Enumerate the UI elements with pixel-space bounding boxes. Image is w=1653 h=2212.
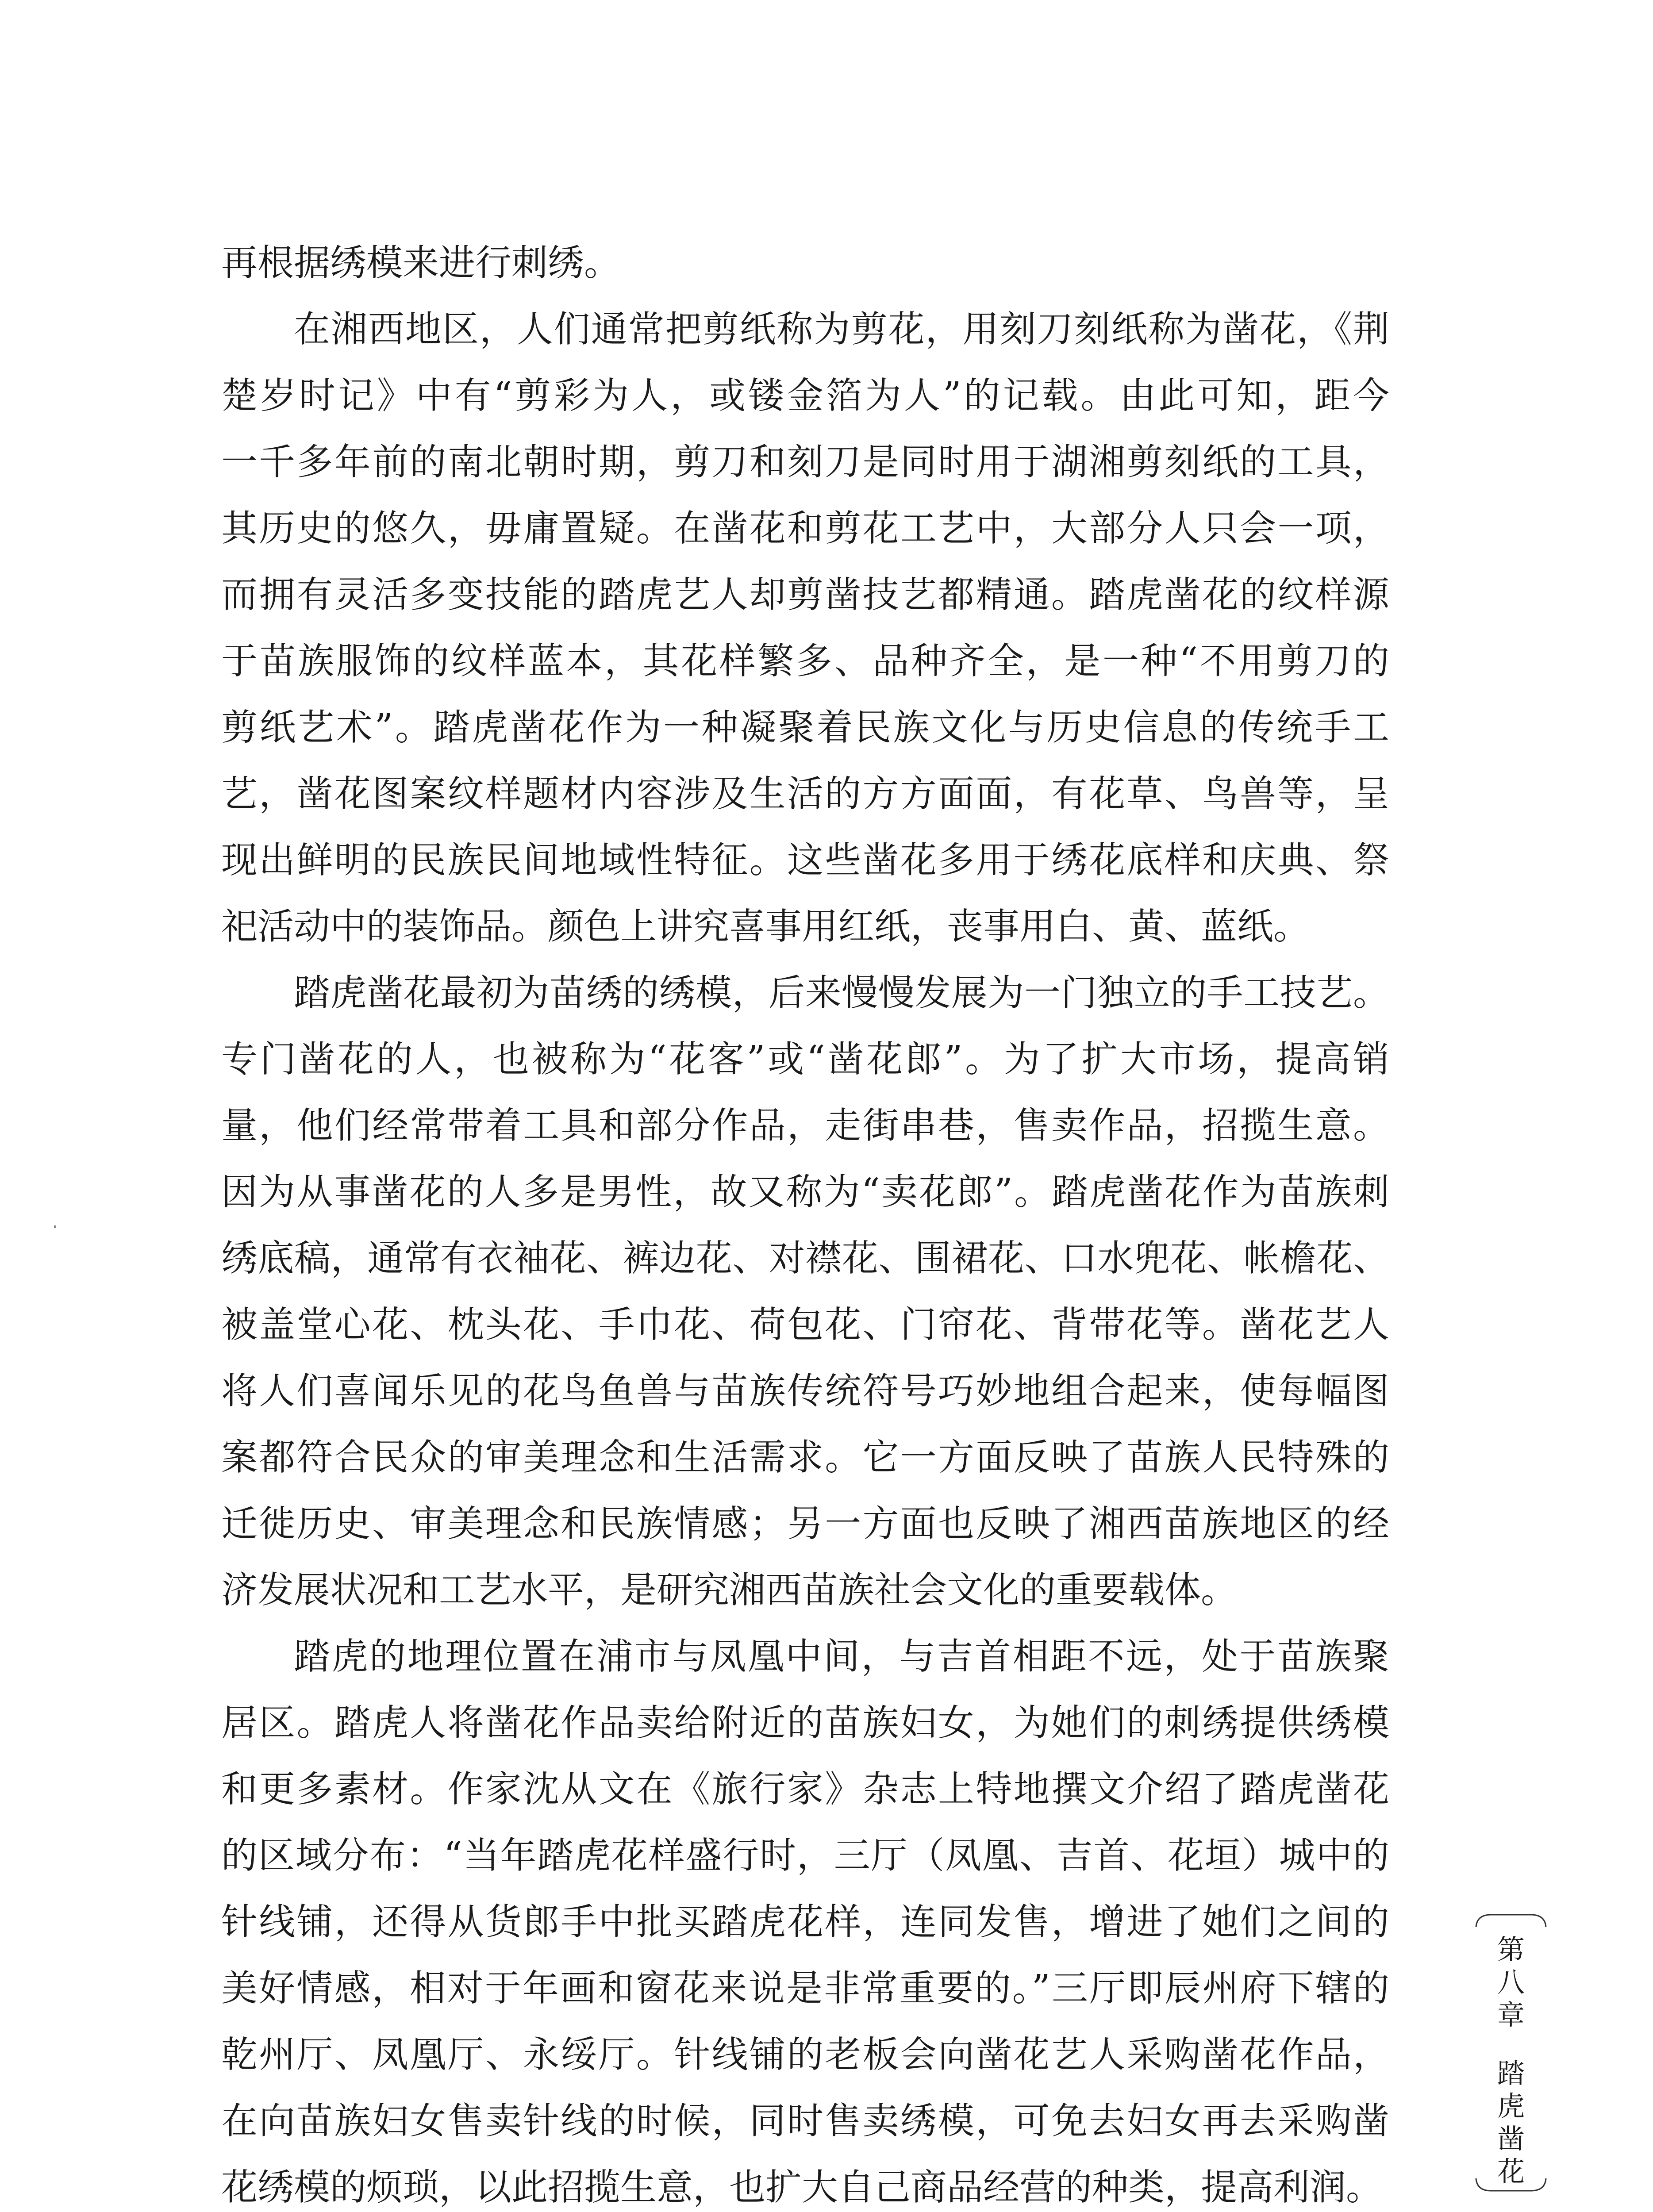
text-line: 花绣模的烦琐，以此招揽生意，也扩大自己商品经营的种类，提高利润。 bbox=[221, 2166, 1383, 2208]
text-line: 现出鲜明的民族民间地域性特征。这些凿花多用于绣花底样和庆典、祭 bbox=[221, 839, 1389, 881]
text-line: 济发展状况和工艺水平，是研究湘西苗族社会文化的重要载体。 bbox=[221, 1569, 1238, 1611]
chapter-title: 踏虎凿花 bbox=[1497, 2057, 1525, 2188]
text-line: 一千多年前的南北朝时期，剪刀和刻刀是同时用于湖湘剪刻纸的工具， bbox=[221, 441, 1389, 483]
scan-speck bbox=[54, 1225, 56, 1228]
text-line: 在湘西地区，人们通常把剪纸称为剪花，用刻刀刻纸称为凿花，《荆 bbox=[294, 308, 1389, 350]
text-line: 艺，凿花图案纹样题材内容涉及生活的方方面面，有花草、鸟兽等，呈 bbox=[221, 773, 1389, 815]
bracket-top-icon bbox=[1473, 1911, 1549, 1929]
text-line: 剪纸艺术”。踏虎凿花作为一种凝聚着民族文化与历史信息的传统手工 bbox=[221, 707, 1389, 749]
text-line: 针线铺，还得从货郎手中批买踏虎花样，连同发售，增进了她们之间的 bbox=[221, 1901, 1389, 1943]
text-line: 再根据绣模来进行刺绣。 bbox=[221, 242, 621, 284]
text-line: 其历史的悠久，毋庸置疑。在凿花和剪花工艺中，大部分人只会一项， bbox=[221, 507, 1389, 549]
text-line: 楚岁时记》中有“剪彩为人，或镂金箔为人”的记载。由此可知，距今 bbox=[221, 375, 1389, 417]
text-line: 踏虎的地理位置在浦市与凤凰中间，与吉首相距不远，处于苗族聚 bbox=[294, 1636, 1389, 1678]
text-line: 于苗族服饰的纹样蓝本，其花样繁多、品种齐全，是一种“不用剪刀的 bbox=[221, 640, 1389, 682]
text-line: 祀活动中的装饰品。颜色上讲究喜事用红纸，丧事用白、黄、蓝纸。 bbox=[221, 906, 1310, 948]
text-line: 绣底稿，通常有衣袖花、裤边花、对襟花、围裙花、口水兜花、帐檐花、 bbox=[221, 1237, 1389, 1279]
text-line: 踏虎凿花最初为苗绣的绣模，后来慢慢发展为一门独立的手工技艺。 bbox=[294, 972, 1389, 1014]
text-line: 因为从事凿花的人多是男性，故又称为“卖花郎”。踏虎凿花作为苗族刺 bbox=[221, 1171, 1389, 1213]
text-line: 居区。踏虎人将凿花作品卖给附近的苗族妇女，为她们的刺绣提供绣模 bbox=[221, 1702, 1389, 1744]
text-line: 美好情感，相对于年画和窗花来说是非常重要的。”三厅即辰州府下辖的 bbox=[221, 1967, 1389, 2009]
body-text bbox=[221, 230, 1389, 2212]
text-line: 案都符合民众的审美理念和生活需求。它一方面反映了苗族人民特殊的 bbox=[221, 1436, 1389, 1479]
text-line: 量，他们经常带着工具和部分作品，走街串巷，售卖作品，招揽生意。 bbox=[221, 1105, 1389, 1147]
text-line: 而拥有灵活多变技能的踏虎艺人却剪凿技艺都精通。踏虎凿花的纹样源 bbox=[221, 574, 1389, 616]
text-line: 在向苗族妇女售卖针线的时候，同时售卖绣模，可免去妇女再去采购凿 bbox=[221, 2100, 1389, 2142]
side-running-head bbox=[1473, 1911, 1549, 2212]
running-head-text bbox=[1491, 1933, 1531, 2188]
text-line: 被盖堂心花、枕头花、手巾花、荷包花、门帘花、背带花等。凿花艺人 bbox=[221, 1304, 1389, 1346]
text-line: 乾州厅、凤凰厅、永绥厅。针线铺的老板会向凿花艺人采购凿花作品， bbox=[221, 2034, 1389, 2076]
chapter-label: 第八章 bbox=[1497, 1933, 1525, 2031]
bracket-bottom-icon bbox=[1473, 2177, 1549, 2194]
text-line: 的区域分布：“当年踏虎花样盛行时，三厅（凤凰、吉首、花垣）城中的 bbox=[221, 1835, 1389, 1877]
text-line: 迁徙历史、审美理念和民族情感；另一方面也反映了湘西苗族地区的经 bbox=[221, 1503, 1389, 1545]
text-line: 将人们喜闻乐见的花鸟鱼兽与苗族传统符号巧妙地组合起来，使每幅图 bbox=[221, 1370, 1389, 1412]
text-line: 和更多素材。作家沈从文在《旅行家》杂志上特地撰文介绍了踏虎凿花 bbox=[221, 1768, 1389, 1810]
text-line: 专门凿花的人，也被称为“花客”或“凿花郎”。为了扩大市场，提高销 bbox=[221, 1038, 1389, 1080]
